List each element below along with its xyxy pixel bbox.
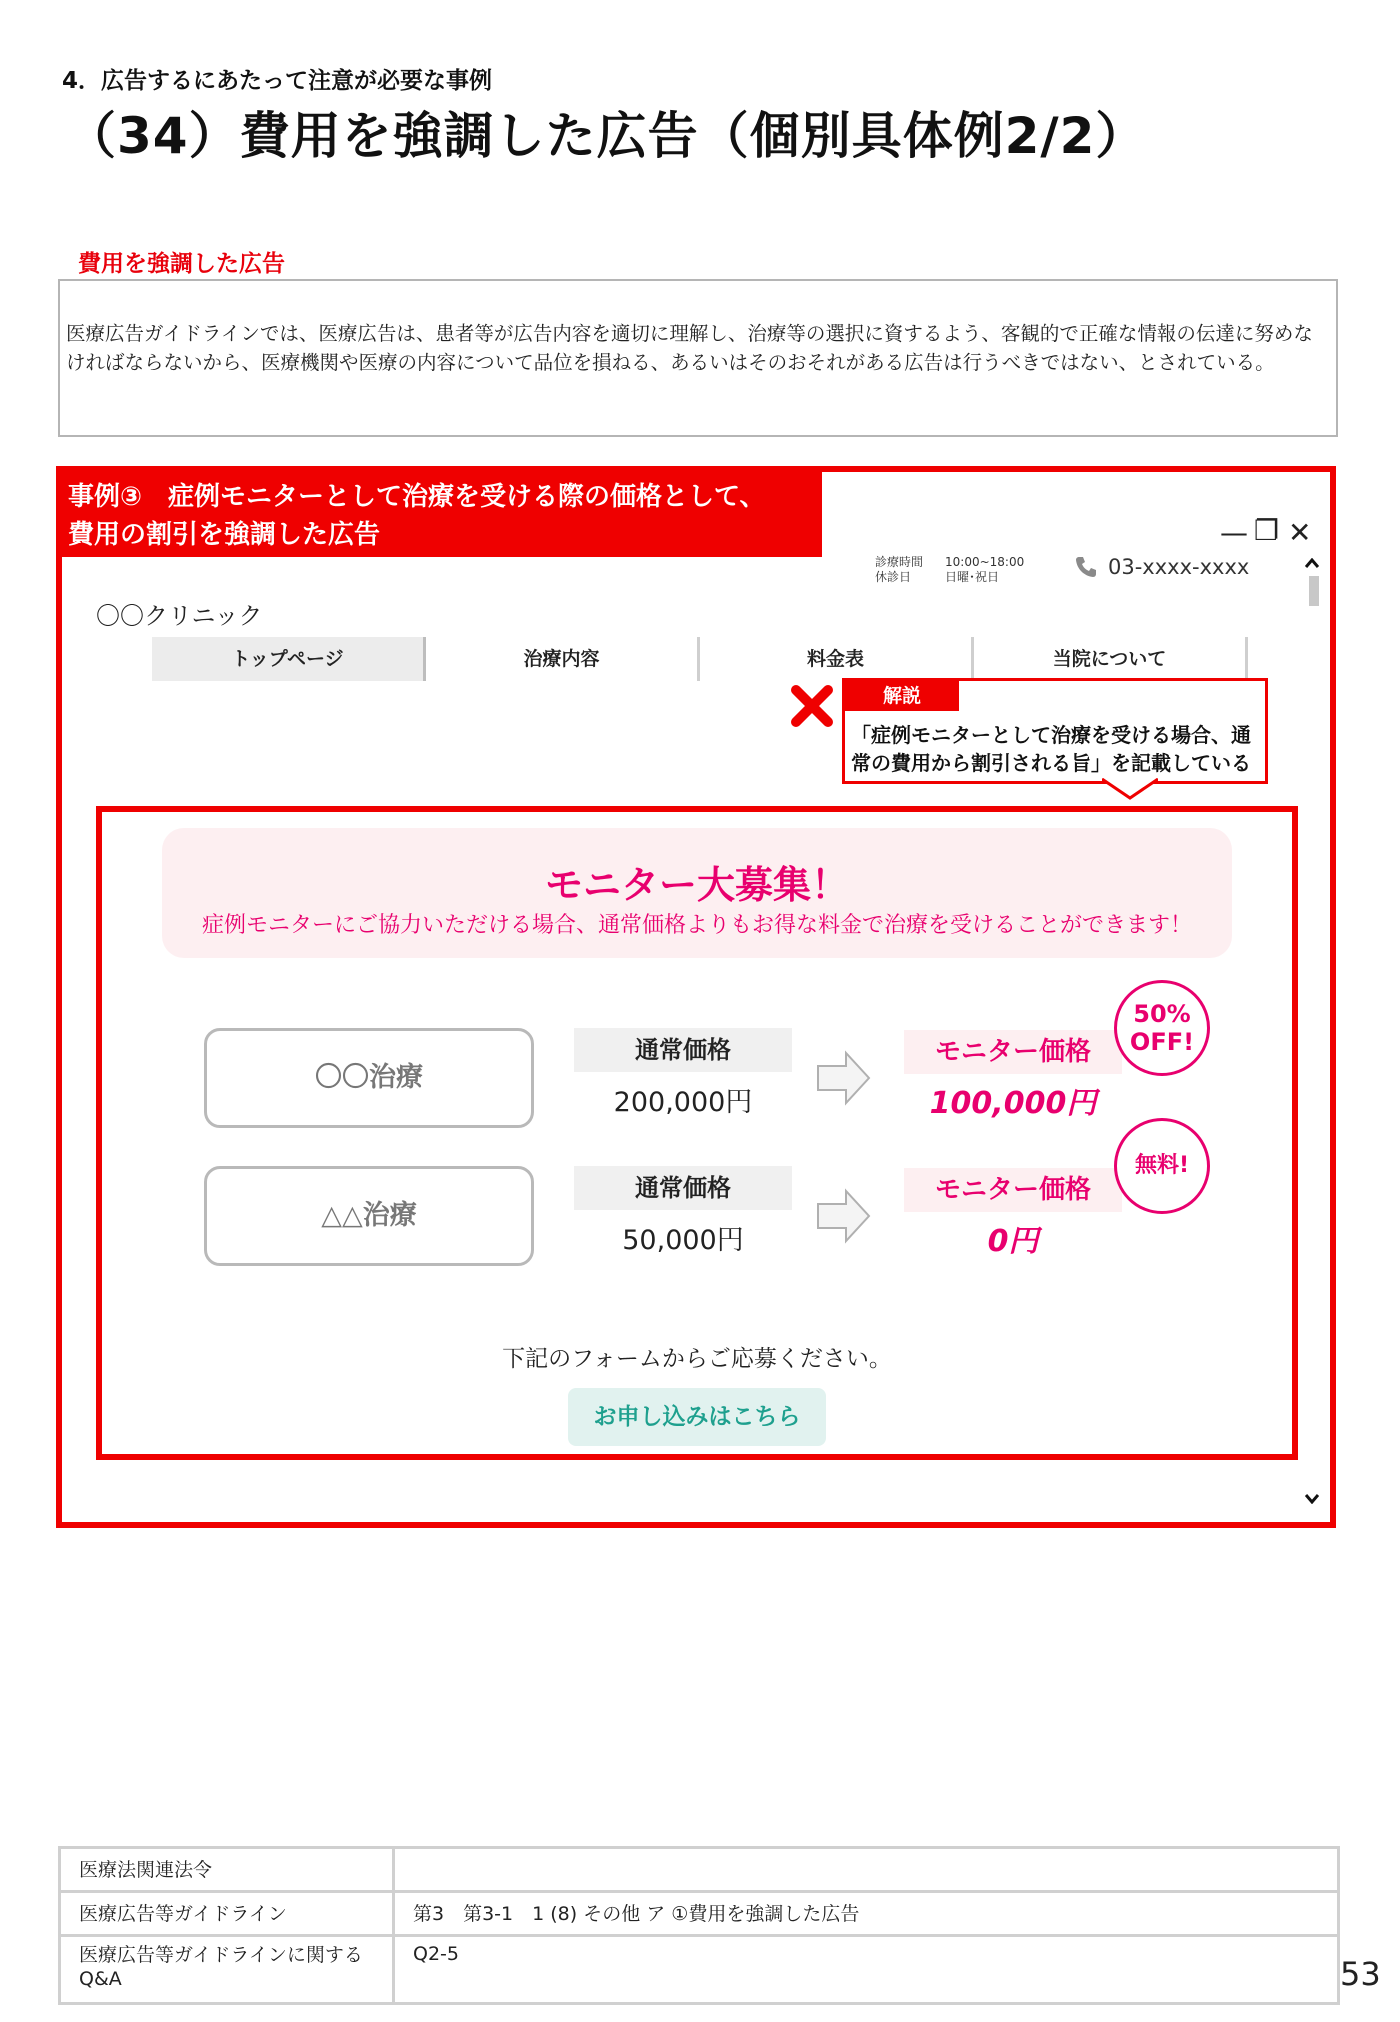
reference-key: 医療広告等ガイドライン	[60, 1892, 394, 1936]
free-badge	[1114, 1118, 1210, 1214]
badge-line1: 無料!	[1134, 1153, 1190, 1178]
normal-price: 200,000円	[613, 1087, 753, 1118]
case-example-frame	[56, 466, 1336, 1528]
case-heading-line2: 費用の割引を強調した広告	[68, 520, 381, 550]
cta-text: 下記のフォームからご応募ください。	[502, 1346, 892, 1372]
intro-subtitle: 費用を強調した広告	[78, 251, 285, 277]
discount-badge	[1114, 980, 1210, 1076]
page-number: 53	[1340, 1955, 1381, 1993]
cross-mark-icon	[790, 684, 834, 728]
monitor-banner	[162, 828, 1232, 958]
reference-value: Q2-5	[394, 1936, 1339, 2004]
phone-icon	[1074, 555, 1098, 579]
intro-description-box	[58, 279, 1338, 437]
callout-pointer-icon	[1102, 778, 1158, 800]
nav-tab-about[interactable]: 当院について	[974, 637, 1248, 681]
monitor-price: 0円	[987, 1224, 1039, 1259]
scrollbar-thumb[interactable]	[1309, 576, 1319, 606]
normal-price: 50,000円	[622, 1225, 744, 1256]
hours-label: 診療時間	[875, 555, 924, 569]
table-row	[60, 1848, 1339, 1892]
normal-price-label: 通常価格	[574, 1028, 792, 1072]
scroll-down-icon[interactable]	[1305, 1489, 1319, 1508]
intro-description-text: 医療広告ガイドラインでは、医療広告は、患者等が広告内容を適切に理解し、治療等の選択に資するよう、客観的で正確な情報の伝達に努めなければならないから、医療機関や医療の内容について品位を損ねる、あるいはそのおそれがある広告は行うべきではない、とされている。	[66, 322, 1313, 374]
treatment-name: △△治療	[204, 1166, 534, 1266]
clinic-name: 〇〇クリニック	[96, 602, 263, 630]
reference-key: 医療法関連法令	[60, 1848, 394, 1892]
reference-key: 医療広告等ガイドラインに関する Q&A	[60, 1936, 394, 2004]
explanation-text: 「症例モニターとして治療を受ける場合、通常の費用から割引される旨」を記載している	[851, 723, 1251, 775]
arrow-right-icon	[816, 1188, 872, 1244]
scroll-up-icon[interactable]	[1305, 553, 1319, 572]
reference-table	[58, 1846, 1340, 2005]
monitor-price-label: モニター価格	[904, 1168, 1122, 1212]
table-row	[60, 1936, 1339, 2004]
nav-tab-pricing[interactable]: 料金表	[700, 637, 974, 681]
nav-tab-treatment[interactable]: 治療内容	[426, 637, 700, 681]
badge-line1: 50%	[1133, 1000, 1191, 1028]
normal-price-label: 通常価格	[574, 1166, 792, 1210]
table-row	[60, 1892, 1339, 1936]
minimize-icon[interactable]: —	[1220, 516, 1248, 549]
arrow-right-icon	[816, 1050, 872, 1106]
section-heading: 4．広告するにあたって注意が必要な事例	[62, 68, 493, 94]
holiday-value: 日曜･祝日	[945, 570, 1000, 584]
advertisement-box	[96, 806, 1298, 1460]
reference-value	[394, 1848, 1339, 1892]
explanation-callout	[842, 678, 1268, 784]
reference-value: 第3 第3-1 1 (8) その他 ア ①費用を強調した広告	[394, 1892, 1339, 1936]
hours-value: 10:00~18:00	[945, 555, 1025, 569]
nav-tab-top[interactable]: トップページ	[152, 637, 426, 681]
restore-icon[interactable]: ❐	[1254, 514, 1280, 547]
clinic-phone[interactable]	[1074, 555, 1249, 579]
monitor-price-label: モニター価格	[904, 1030, 1122, 1074]
holiday-label: 休診日	[875, 570, 912, 584]
treatment-name: 〇〇治療	[204, 1028, 534, 1128]
close-icon[interactable]: ✕	[1288, 516, 1312, 549]
badge-line2: OFF!	[1129, 1028, 1195, 1056]
page-title: （34）費用を強調した広告（個別具体例2/2）	[66, 107, 1147, 165]
banner-title: モニター大募集！	[544, 863, 849, 907]
case-heading	[62, 472, 822, 557]
clinic-hours	[875, 555, 1024, 585]
phone-number: 03-xxxx-xxxx	[1108, 555, 1250, 579]
case-heading-line1: 事例③ 症例モニターとして治療を受ける際の価格として、	[68, 482, 766, 512]
monitor-price: 100,000円	[929, 1086, 1097, 1121]
banner-text: 症例モニターにご協力いただける場合、通常価格よりもお得な料金で治療を受けることができます！	[201, 913, 1192, 938]
explanation-tag: 解説	[845, 681, 959, 711]
apply-button[interactable]: お申し込みはこちら	[568, 1388, 826, 1446]
